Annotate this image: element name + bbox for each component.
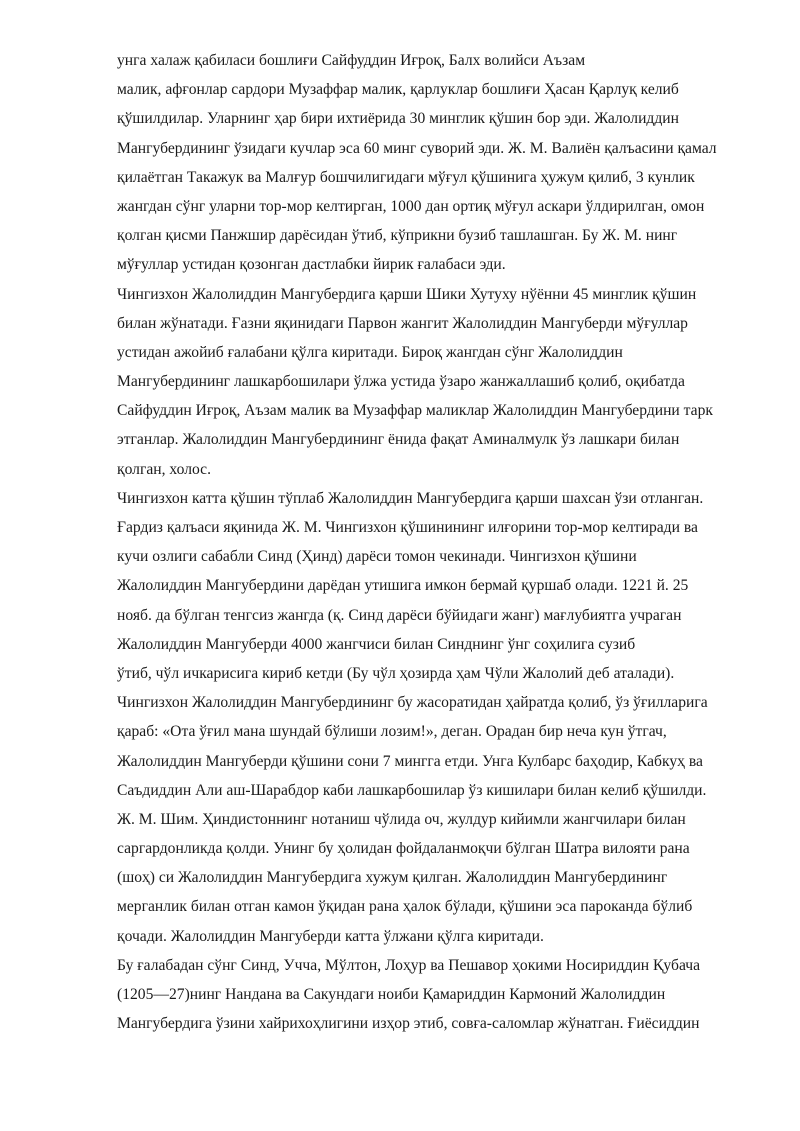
text-line: этганлар. Жалолиддин Мангубердининг ёнида фақат Аминалмулк ўз лашкари билан [117,431,680,449]
text-line: қочади. Жалолиддин Мангуберди катта ўлжани қўлга киритади. [117,927,544,945]
text-line: Мангубердининг лашкарбошилари ўлжа устида ўзаро жанжаллашиб қолиб, оқибатда [117,373,685,391]
text-line: Сайфуддин Иғроқ, Аъзам малик ва Музаффар маликлар Жалолиддин Мангубердини тарк [117,402,713,420]
text-line: Мангубердига ўзини хайрихоҳлигини изҳор этиб, совға-саломлар жўнатган. Ғиёсиддин [117,1015,700,1033]
text-line: Саъдиддин Али аш-Шарабдор каби лашкарбошилар ўз кишилари билан келиб қўшилди. [117,781,707,799]
text-line: нояб. да бўлган тенгсиз жангда (қ. Синд дарёси бўйидаги жанг) мағлубиятга учраган [117,606,682,624]
text-line: Ғардиз қалъаси яқинида Ж. М. Чингизхон қўшинининг илғорини тор-мор келтиради ва [117,519,698,536]
text-line: Мангубердининг ўзидаги кучлар эса 60 минг суворий эди. Ж. М. Валиён қалъасини қамал [117,139,717,157]
text-line: Жалолиддин Мангуберди қўшини сони 7 мингга етди. Унга Кулбарс баҳодир, Кабкуҳ ва [117,752,703,770]
text-line: унга халаж қабиласи бошлиғи Сайфуддин Иғроқ, Балх волийси Аъзам [117,52,586,69]
text-line: ўтиб, чўл ичкарисига кириб кетди (Бу чўл ҳозирда ҳам Чўли Жалолий деб аталади). [117,664,675,682]
text-line: Жалолиддин Мангуберди 4000 жангчиси билан Синднинг ўнг соҳилига сузиб [117,635,636,653]
text-line: билан жўнатади. Ғазни яқинидаги Парвон жангит Жалолиддин Мангуберди мўғуллар [117,314,688,332]
text-line: қолган қисми Панжшир дарёсидан ўтиб, кўприкни бузиб ташлашган. Бу Ж. М. нинг [117,227,678,245]
text-line: кучи озлиги сабабли Синд (Ҳинд) дарёси томон чекинади. Чингизхон қўшини [117,548,637,566]
text-line: қўшилдилар. Уларнинг ҳар бири ихтиёрида 30 минглик қўшин бор эди. Жалолиддин [117,110,679,128]
text-line: мўғуллар устидан қозонган дастлабки йирик ғалабаси эди. [117,256,506,274]
text-line: (1205—27)нинг Нандана ва Сакундаги ноиби Қамариддин Кармоний Жалолиддин [117,986,666,1003]
text-line: саргардонликда қолди. Унинг бу ҳолидан фойдаланмоқчи бўлган Шатра вилояти рана [117,840,690,858]
text-line: қараб: «Ота ўғил мана шундай бўлиши лозим!», деган. Орадан бир неча кун ўтгач, [117,723,667,741]
text-line: устидан ажойиб ғалабани қўлга киритади. Бироқ жангдан сўнг Жалолиддин [117,343,623,361]
text-line: Ж. М. Шим. Ҳиндистоннинг нотаниш чўлида оч, жулдур кийимли жангчилари билан [117,810,686,828]
text-line: жангдан сўнг уларни тор-мор келтирган, 1000 дан ортиқ мўғул аскари ўлдирилган, омон [117,197,705,215]
text-line: Чингизхон Жалолиддин Мангубердига қарши Шики Хутуху нўённи 45 минглик қўшин [117,285,697,303]
text-line: Бу ғалабадан сўнг Синд, Учча, Мўлтон, Лоҳур ва Пешавор ҳокими Носириддин Қубача [117,956,701,974]
text-line: малик, афғонлар сардори Музаффар малик, қарлуклар бошлиғи Ҳасан Қарлуқ келиб [117,81,679,99]
text-line: мерганлик билан отган камон ўқидан рана ҳалок бўлади, қўшини эса пароканда бўлиб [117,898,693,916]
text-line: қилаётган Такажук ва Малғур бошчилигидаги мўғул қўшинига ҳужум қилиб, 3 кунлик [117,168,695,186]
text-line: қолган, холос. [117,460,211,478]
text-line: Чингизхон катта қўшин тўплаб Жалолиддин Мангубердига қарши шахсан ўзи отланган. [117,489,704,507]
text-line: (шоҳ) си Жалолиддин Мангубердига хужум қилган. Жалолиддин Мангубердининг [117,869,668,887]
body-text [117,46,757,1038]
text-line: Жалолиддин Мангубердини дарёдан утишига имкон бермай қуршаб олади. 1221 й. 25 [117,577,689,595]
text-line: Чингизхон Жалолиддин Мангубердининг бу жасоратидан ҳайратда қолиб, ўз ўғилларига [117,694,708,712]
